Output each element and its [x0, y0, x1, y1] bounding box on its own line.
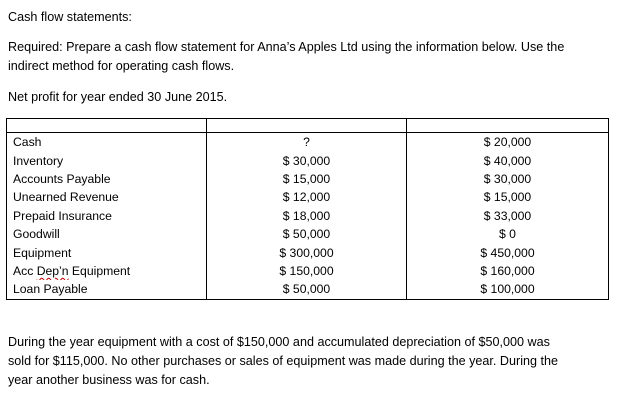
- table-row: [7, 225, 609, 243]
- table-header-cell: [407, 119, 609, 133]
- required-line-2: indirect method for operating cash flows.: [8, 59, 235, 73]
- row-value-2014: $ 30,000: [207, 151, 407, 169]
- table-row: [7, 170, 609, 188]
- row-label: Prepaid Insurance: [7, 207, 207, 225]
- net-profit-line: [8, 88, 227, 107]
- spellcheck-flagged-word: Dep’n: [36, 263, 69, 278]
- row-label: Cash: [7, 133, 207, 152]
- required-paragraph: [8, 38, 564, 76]
- heading: [8, 8, 132, 27]
- balance-table: [6, 118, 609, 300]
- row-label: Unearned Revenue: [7, 188, 207, 206]
- row-value-2014: $ 150,000: [207, 262, 407, 280]
- row-label-post: Equipment: [68, 263, 131, 278]
- during-line-3: year another business was for cash.: [8, 373, 210, 387]
- row-label: [7, 262, 207, 280]
- row-value-2015: $ 30,000: [407, 170, 609, 188]
- table-row: [7, 188, 609, 206]
- row-value-2015: $ 15,000: [407, 188, 609, 206]
- row-value-2015: $ 160,000: [407, 262, 609, 280]
- table-row: [7, 207, 609, 225]
- row-value-2015: $ 33,000: [407, 207, 609, 225]
- row-value-2014: $ 18,000: [207, 207, 407, 225]
- row-label: Inventory: [7, 151, 207, 169]
- row-value-2014: $ 12,000: [207, 188, 407, 206]
- table-row: [7, 262, 609, 280]
- table-row: [7, 151, 609, 169]
- row-value-2015: $ 450,000: [407, 243, 609, 261]
- row-value-2014: $ 15,000: [207, 170, 407, 188]
- row-label: Accounts Payable: [7, 170, 207, 188]
- row-value-2014: $ 300,000: [207, 243, 407, 261]
- table-header-cell: [207, 119, 407, 133]
- table-row: [7, 133, 609, 152]
- row-label-pre: Acc: [13, 263, 37, 278]
- table-header-row: [7, 119, 609, 133]
- table-row: [7, 243, 609, 261]
- net-profit-text: Net profit for year ended 30 June 2015.: [8, 90, 228, 104]
- row-value-2015: $ 40,000: [407, 151, 609, 169]
- row-value-2015: $ 0: [407, 225, 609, 243]
- heading-text: Cash flow statements:: [8, 10, 132, 24]
- table-header-cell: [7, 119, 207, 133]
- required-line-1: Required: Prepare a cash flow statement for Anna’s Apples Ltd using the information below. Use the: [8, 40, 565, 54]
- row-value-2015: $ 20,000: [407, 133, 609, 152]
- during-line-2: sold for $115,000. No other purchases or sales of equipment was made during the year. During the: [8, 354, 559, 368]
- row-label: Loan Payable: [7, 280, 207, 299]
- row-value-2015: $ 100,000: [407, 280, 609, 299]
- row-label: Goodwill: [7, 225, 207, 243]
- row-label: Equipment: [7, 243, 207, 261]
- row-value-2014: ?: [207, 133, 407, 152]
- during-paragraph: [8, 333, 558, 390]
- row-value-2014: $ 50,000: [207, 225, 407, 243]
- during-line-1: During the year equipment with a cost of $150,000 and accumulated depreciation of $50,000 was: [8, 335, 550, 349]
- row-value-2014: $ 50,000: [207, 280, 407, 299]
- table-row: [7, 280, 609, 299]
